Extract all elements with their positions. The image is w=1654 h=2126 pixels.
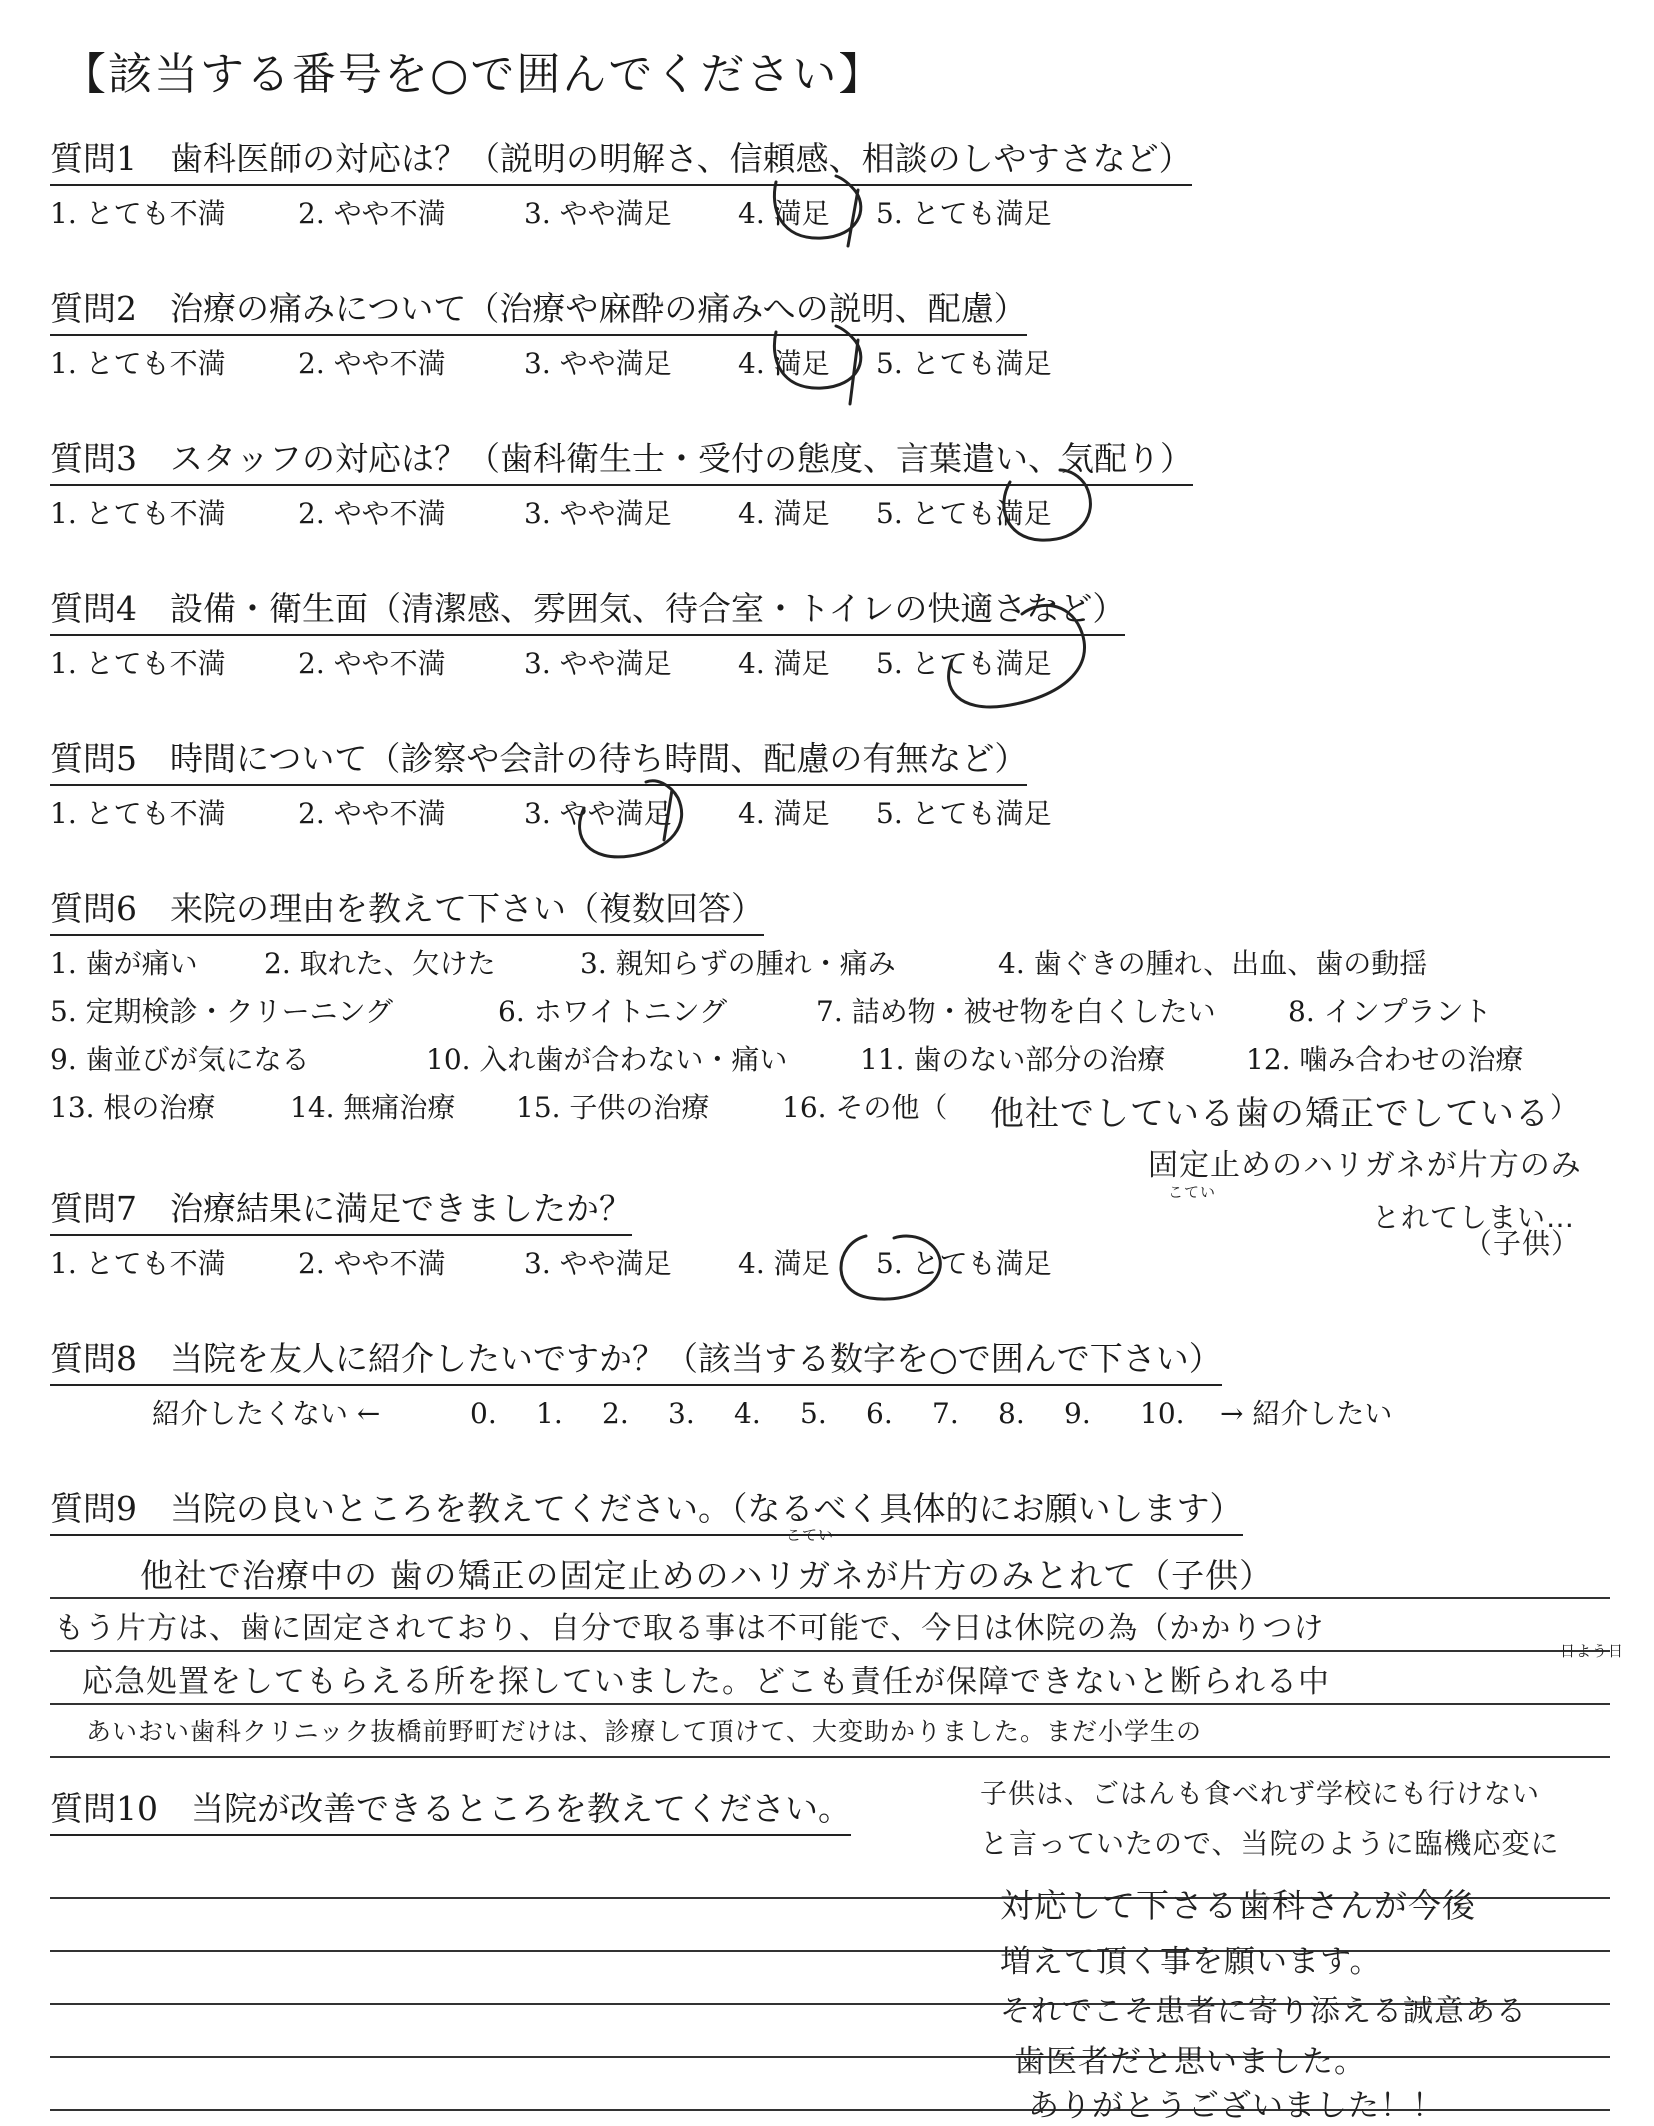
q2-option-2[interactable]: 2. やや不満 <box>298 347 446 380</box>
q6-option-13[interactable]: 13. 根の治療 <box>50 1091 216 1124</box>
q5-option-2[interactable]: 2. やや不満 <box>298 797 446 830</box>
q8-left-label: 紹介したくない ← <box>152 1397 381 1430</box>
q7-option-1[interactable]: 1. とても不満 <box>50 1247 226 1280</box>
q8-option-9[interactable]: 9. <box>1064 1397 1091 1430</box>
q8-option-5[interactable]: 5. <box>800 1397 827 1430</box>
q8-option-7[interactable]: 7. <box>932 1397 959 1430</box>
q1-option-5[interactable]: 5. とても満足 <box>876 197 1052 230</box>
q7-option-2[interactable]: 2. やや不満 <box>298 1247 446 1280</box>
q1-option-4[interactable]: 4. 満足 <box>738 197 830 230</box>
q9-answer-line-3 <box>50 1703 1610 1705</box>
q6-other-close-paren: ） <box>1550 1091 1579 1124</box>
q6-option-15[interactable]: 15. 子供の治療 <box>516 1091 710 1124</box>
q1-option-3[interactable]: 3. やや満足 <box>524 197 672 230</box>
q9-handwritten-line-2: もう片方は、歯に固定されており、自分で取る事は不可能で、今日は休院の為（かかりつけ <box>54 1611 1325 1646</box>
q6-option-11[interactable]: 11. 歯のない部分の治療 <box>860 1043 1166 1076</box>
q1-option-2[interactable]: 2. やや不満 <box>298 197 446 230</box>
question-8-title: 質問8 当院を友人に紹介したいですか？（該当する数字を○で囲んで下さい） <box>50 1340 1222 1386</box>
q10-handwritten-line-6: 歯医者だと思いました。 <box>1014 2044 1366 2080</box>
q1-option-1[interactable]: 1. とても不満 <box>50 197 226 230</box>
q8-option-1[interactable]: 1. <box>536 1397 563 1430</box>
q4-option-2[interactable]: 2. やや不満 <box>298 647 446 680</box>
q6-option-5[interactable]: 5. 定期検診・クリーニング <box>50 995 394 1028</box>
q4-option-5[interactable]: 5. とても満足 <box>876 647 1052 680</box>
q6-option-3[interactable]: 3. 親知らずの腫れ・痛み <box>580 947 896 980</box>
q6-option-12[interactable]: 12. 噛み合わせの治療 <box>1246 1043 1524 1076</box>
question-6-title: 質問6 来院の理由を教えて下さい（複数回答） <box>50 890 764 936</box>
q6-option-6[interactable]: 6. ホワイトニング <box>498 995 728 1028</box>
q9-answer-line-2 <box>50 1650 1610 1652</box>
question-7-title: 質問7 治療結果に満足できましたか？ <box>50 1190 632 1236</box>
q8-option-2[interactable]: 2. <box>602 1397 629 1430</box>
q6-option-2[interactable]: 2. 取れた、欠けた <box>264 947 496 980</box>
q8-option-4[interactable]: 4. <box>734 1397 761 1430</box>
q9-handwritten-line-3: 応急処置をしてもらえる所を探していました。どこも責任が保障できないと断られる中 <box>82 1664 1330 1700</box>
q10-handwritten-line-1: 子供は、ごはんも食べれず学校にも行けない <box>980 1779 1540 1810</box>
q6-note-line-2: とれてしまい… <box>1372 1201 1576 1234</box>
q2-option-3[interactable]: 3. やや満足 <box>524 347 672 380</box>
q2-option-4[interactable]: 4. 満足 <box>738 347 830 380</box>
q6-other-handwritten: 他社でしている歯の矯正でしている <box>990 1094 1550 1134</box>
q6-option-8[interactable]: 8. インプラント <box>1288 995 1492 1028</box>
q10-handwritten-line-3: 対応して下さる歯科さんが今後 <box>1000 1886 1476 1925</box>
q5-option-5[interactable]: 5. とても満足 <box>876 797 1052 830</box>
q6-option-1[interactable]: 1. 歯が痛い <box>50 947 198 980</box>
question-3-title: 質問3 スタッフの対応は？（歯科衛生士・受付の態度、言葉遣い、気配り） <box>50 440 1193 486</box>
q6-note-ruby: こてい <box>1168 1183 1217 1201</box>
q9-margin-note: 日よう日 <box>1560 1642 1625 1660</box>
q8-right-label: → 紹介したい <box>1220 1397 1393 1430</box>
q8-option-6[interactable]: 6. <box>866 1397 893 1430</box>
q3-option-2[interactable]: 2. やや不満 <box>298 497 446 530</box>
q5-option-3[interactable]: 3. やや満足 <box>524 797 672 830</box>
q6-option-4[interactable]: 4. 歯ぐきの腫れ、出血、歯の動揺 <box>998 947 1428 980</box>
q5-option-1[interactable]: 1. とても不満 <box>50 797 226 830</box>
question-9-title: 質問9 当院の良いところを教えてください。（なるべく具体的にお願いします） <box>50 1490 1243 1536</box>
q7-option-4[interactable]: 4. 満足 <box>738 1247 830 1280</box>
q10-handwritten-line-5: それでこそ患者に寄り添える誠意ある <box>1000 1994 1527 2029</box>
q2-option-1[interactable]: 1. とても不満 <box>50 347 226 380</box>
q9-answer-line-4 <box>50 1756 1610 1758</box>
q4-option-3[interactable]: 3. やや満足 <box>524 647 672 680</box>
q6-option-14[interactable]: 14. 無痛治療 <box>290 1091 456 1124</box>
question-2-title: 質問2 治療の痛みについて（治療や麻酔の痛みへの説明、配慮） <box>50 290 1027 336</box>
q6-option-10[interactable]: 10. 入れ歯が合わない・痛い <box>426 1043 788 1076</box>
q8-option-8[interactable]: 8. <box>998 1397 1025 1430</box>
q3-option-3[interactable]: 3. やや満足 <box>524 497 672 530</box>
q10-handwritten-line-4: 増えて頂く事を願います。 <box>1000 1944 1382 1980</box>
q6-option-7[interactable]: 7. 詰め物・被せ物を白くしたい <box>816 995 1216 1028</box>
q7-option-5[interactable]: 5. とても満足 <box>876 1247 1052 1280</box>
q3-option-5[interactable]: 5. とても満足 <box>876 497 1052 530</box>
q9-handwritten-line-4: あいおい歯科クリニック抜橋前野町だけは、診療して頂けて、大変助かりました。まだ小学生の <box>86 1717 1203 1746</box>
q6-note-line-1: 固定止めのハリガネが片方のみ <box>1148 1148 1582 1183</box>
q4-option-4[interactable]: 4. 満足 <box>738 647 830 680</box>
q4-option-1[interactable]: 1. とても不満 <box>50 647 226 680</box>
q3-option-4[interactable]: 4. 満足 <box>738 497 830 530</box>
q9-handwritten-line-1: 他社で治療中の 歯の矯正の固定止めのハリガネが片方のみとれて（子供） <box>140 1556 1274 1595</box>
page-title: 【該当する番号を○で囲んでください】 <box>62 49 885 100</box>
q7-option-3[interactable]: 3. やや満足 <box>524 1247 672 1280</box>
q10-answer-line-4 <box>50 2056 1610 2058</box>
q5-option-4[interactable]: 4. 満足 <box>738 797 830 830</box>
q2-option-5[interactable]: 5. とても満足 <box>876 347 1052 380</box>
q10-handwritten-line-2: と言っていたので、当院のように臨機応変に <box>980 1827 1560 1860</box>
question-1-title: 質問1 歯科医師の対応は？（説明の明解さ、信頼感、相談のしやすさなど） <box>50 140 1192 186</box>
q8-option-0[interactable]: 0. <box>470 1397 497 1430</box>
question-5-title: 質問5 時間について（診察や会計の待ち時間、配慮の有無など） <box>50 740 1027 786</box>
q9-ruby: こてい <box>786 1526 835 1544</box>
q9-answer-line-1 <box>50 1597 1610 1599</box>
question-10-title: 質問10 当院が改善できるところを教えてください。 <box>50 1790 851 1836</box>
q10-handwritten-line-7: ありがとうございました！！ <box>1028 2088 1444 2124</box>
q8-option-10[interactable]: 10. <box>1140 1397 1185 1430</box>
q3-option-1[interactable]: 1. とても不満 <box>50 497 226 530</box>
q8-option-3[interactable]: 3. <box>668 1397 695 1430</box>
question-4-title: 質問4 設備・衛生面（清潔感、雰囲気、待合室・トイレの快適さなど） <box>50 590 1125 636</box>
q6-note-line-3: （子供） <box>1464 1227 1581 1260</box>
q6-option-16[interactable]: 16. その他（ <box>782 1091 948 1124</box>
q6-option-9[interactable]: 9. 歯並びが気になる <box>50 1043 310 1076</box>
